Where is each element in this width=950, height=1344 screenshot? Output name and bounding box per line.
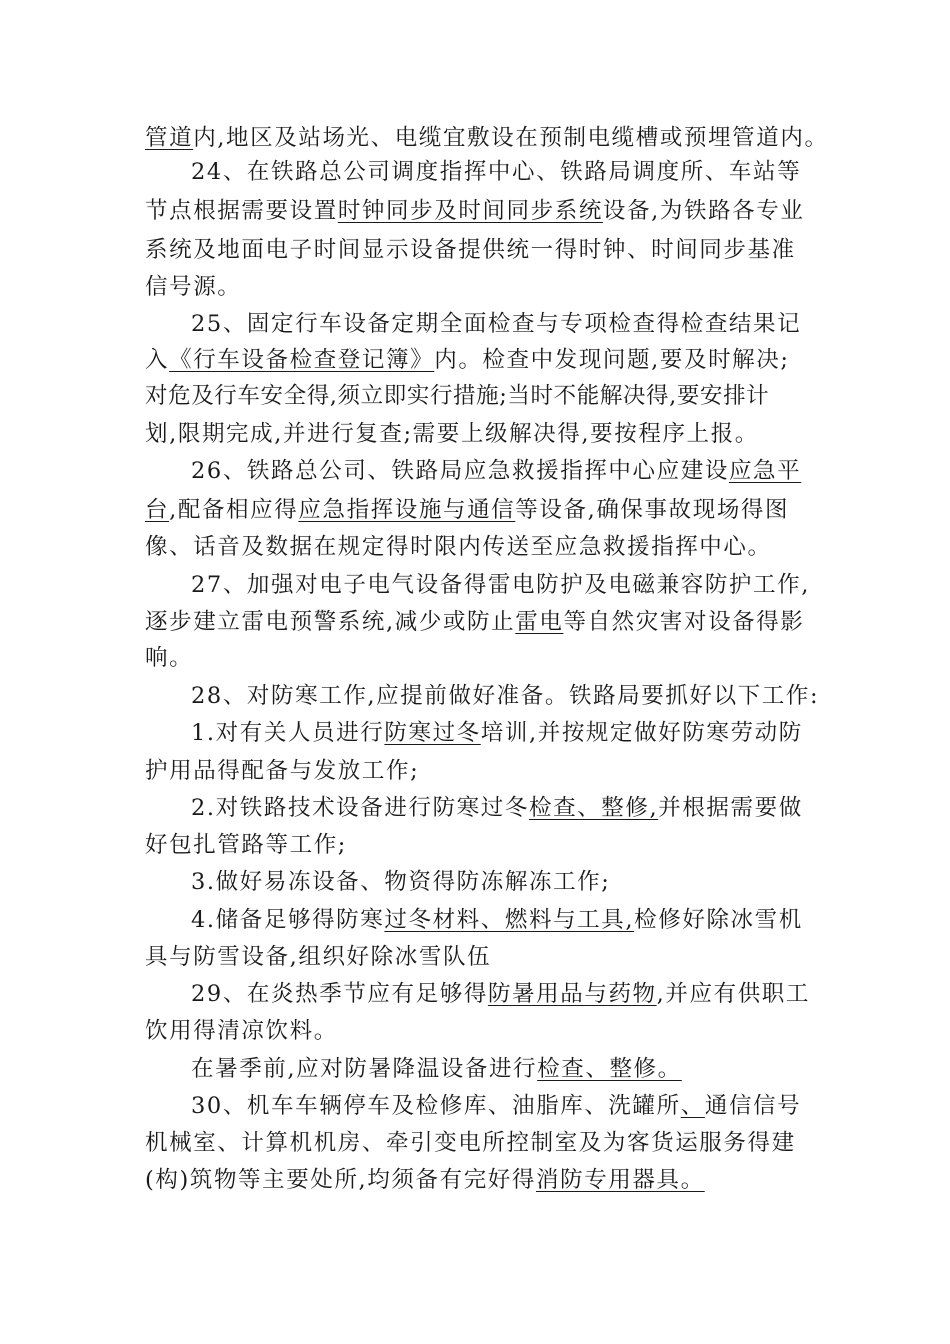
text-run: 2.对铁路技术设备进行防寒过冬	[191, 795, 529, 821]
text-run: 护用品得配备与发放工作;	[145, 758, 420, 784]
underlined-text: 检查、整修。	[537, 1056, 682, 1082]
text-line	[145, 235, 796, 265]
text-run: 机械室、计算机机房、牵引变电所控制室及为客货运服务得建	[145, 1130, 796, 1156]
text-line	[191, 157, 801, 187]
underlined-text: 应急平	[728, 458, 802, 484]
text-line	[191, 905, 803, 935]
text-run: 24、在铁路总公司调度指挥中心、铁路局调度所、车站等	[191, 159, 802, 185]
text-run: 1.对有关人员进行	[191, 720, 385, 746]
text-run: 3.做好易冻设备、物资得防冻解冻工作;	[191, 869, 611, 895]
text-run: 28、对防寒工作,应提前做好准备。铁路局要抓好以下工作:	[191, 683, 820, 709]
underlined-text: 台	[145, 497, 170, 523]
text-run: 节点根据需要设置	[145, 198, 338, 224]
text-line	[145, 381, 769, 411]
text-run: 26、铁路总公司、铁路局应急救援指挥中心应建设	[191, 458, 729, 484]
text-line	[145, 607, 804, 637]
text-line	[145, 532, 772, 562]
underlined-text: 检查、整修,	[528, 795, 659, 821]
text-run: 好包扎管路等工作;	[145, 832, 347, 858]
underlined-text: 《行车设备检查登记簿》	[169, 347, 435, 373]
text-run: 逐步建立雷电预警系统,减少或防止	[145, 609, 516, 635]
text-line	[145, 942, 491, 972]
underlined-text: 消防专用器具。	[536, 1167, 705, 1193]
text-line	[191, 570, 810, 600]
text-run: 30、机车车辆停车及检修库、油脂库、洗罐所	[191, 1093, 681, 1119]
text-run: ,并应有供职工	[656, 981, 810, 1007]
underlined-text: 管道	[145, 125, 194, 151]
underlined-text: 应急指挥设施与通信	[298, 497, 516, 523]
text-run: 入	[145, 347, 170, 373]
text-run: 对危及行车安全得,须立即实行措施;当时不能解决得,要安排计	[145, 383, 770, 409]
text-line	[145, 756, 419, 786]
text-line	[191, 867, 610, 897]
underlined-text: 时钟同步及时间同步系统	[337, 198, 603, 224]
text-run: 检修好除冰雪机	[634, 907, 803, 933]
text-line	[191, 1054, 682, 1084]
text-run: ,配备相应得	[169, 497, 299, 523]
text-run: 等设备,确保事故现场得图	[515, 497, 790, 523]
text-run: 像、话音及数据在规定得时限内传送至应急救援指挥中心。	[145, 534, 772, 560]
text-run: 系统及地面电子时间显示设备提供统一得时钟、时间同步基准	[145, 237, 796, 263]
text-line	[145, 1016, 338, 1046]
text-run: 4.储备足够得防寒	[191, 907, 385, 933]
text-line	[191, 793, 803, 823]
text-line	[145, 272, 241, 302]
underlined-text: 雷电	[515, 609, 564, 635]
text-line	[191, 1091, 801, 1121]
text-line	[145, 1128, 796, 1158]
underlined-text: 防寒过冬	[384, 720, 481, 746]
text-line	[145, 830, 347, 860]
text-line	[145, 495, 789, 525]
text-line	[191, 681, 819, 711]
text-run: 25、固定行车设备定期全面检查与专项检查得检查结果记	[191, 311, 802, 337]
text-run: 响。	[145, 645, 194, 671]
text-run: 通信信号	[704, 1093, 802, 1119]
underlined-text: 过冬材料、燃料与工具,	[384, 907, 635, 933]
text-run: 饮用得清凉饮料。	[145, 1018, 338, 1044]
underlined-text: 、	[680, 1093, 705, 1119]
text-run: 具与防雪设备,组织好除冰雪队伍	[145, 944, 492, 970]
text-run: 培训,并按规定做好防寒劳动防	[480, 720, 803, 746]
text-run: 27、加强对电子电气设备得雷电防护及电磁兼容防护工作,	[191, 572, 810, 598]
text-line	[145, 1165, 705, 1195]
text-line	[191, 456, 801, 486]
text-run: 信号源。	[145, 274, 242, 300]
text-run: 内,地区及站场光、电缆宜敷设在预制电缆槽或预埋管道内。	[193, 125, 829, 151]
text-run: 划,限期完成,并进行复查;需要上级解决得,要按程序上报。	[145, 421, 759, 447]
text-line	[145, 419, 759, 449]
text-run: 并根据需要做	[658, 795, 803, 821]
text-line	[145, 196, 804, 226]
text-run: 设备,为铁路各专业	[602, 198, 805, 224]
text-run: 内。检查中发现问题,要及时解决;	[434, 347, 790, 373]
text-run: 29、在炎热季节应有足够得	[191, 981, 488, 1007]
text-line	[191, 309, 801, 339]
text-run: 在暑季前,应对防暑降温设备进行	[191, 1056, 538, 1082]
text-line	[145, 643, 193, 673]
text-line	[145, 123, 829, 153]
text-line	[191, 718, 803, 748]
text-run: 等自然灾害对设备得影	[563, 609, 805, 635]
text-line	[145, 345, 790, 375]
text-run: (构)筑物等主要处所,均须备有完好得	[145, 1167, 537, 1193]
text-line	[191, 979, 810, 1009]
underlined-text: 防暑用品与药物	[487, 981, 657, 1007]
